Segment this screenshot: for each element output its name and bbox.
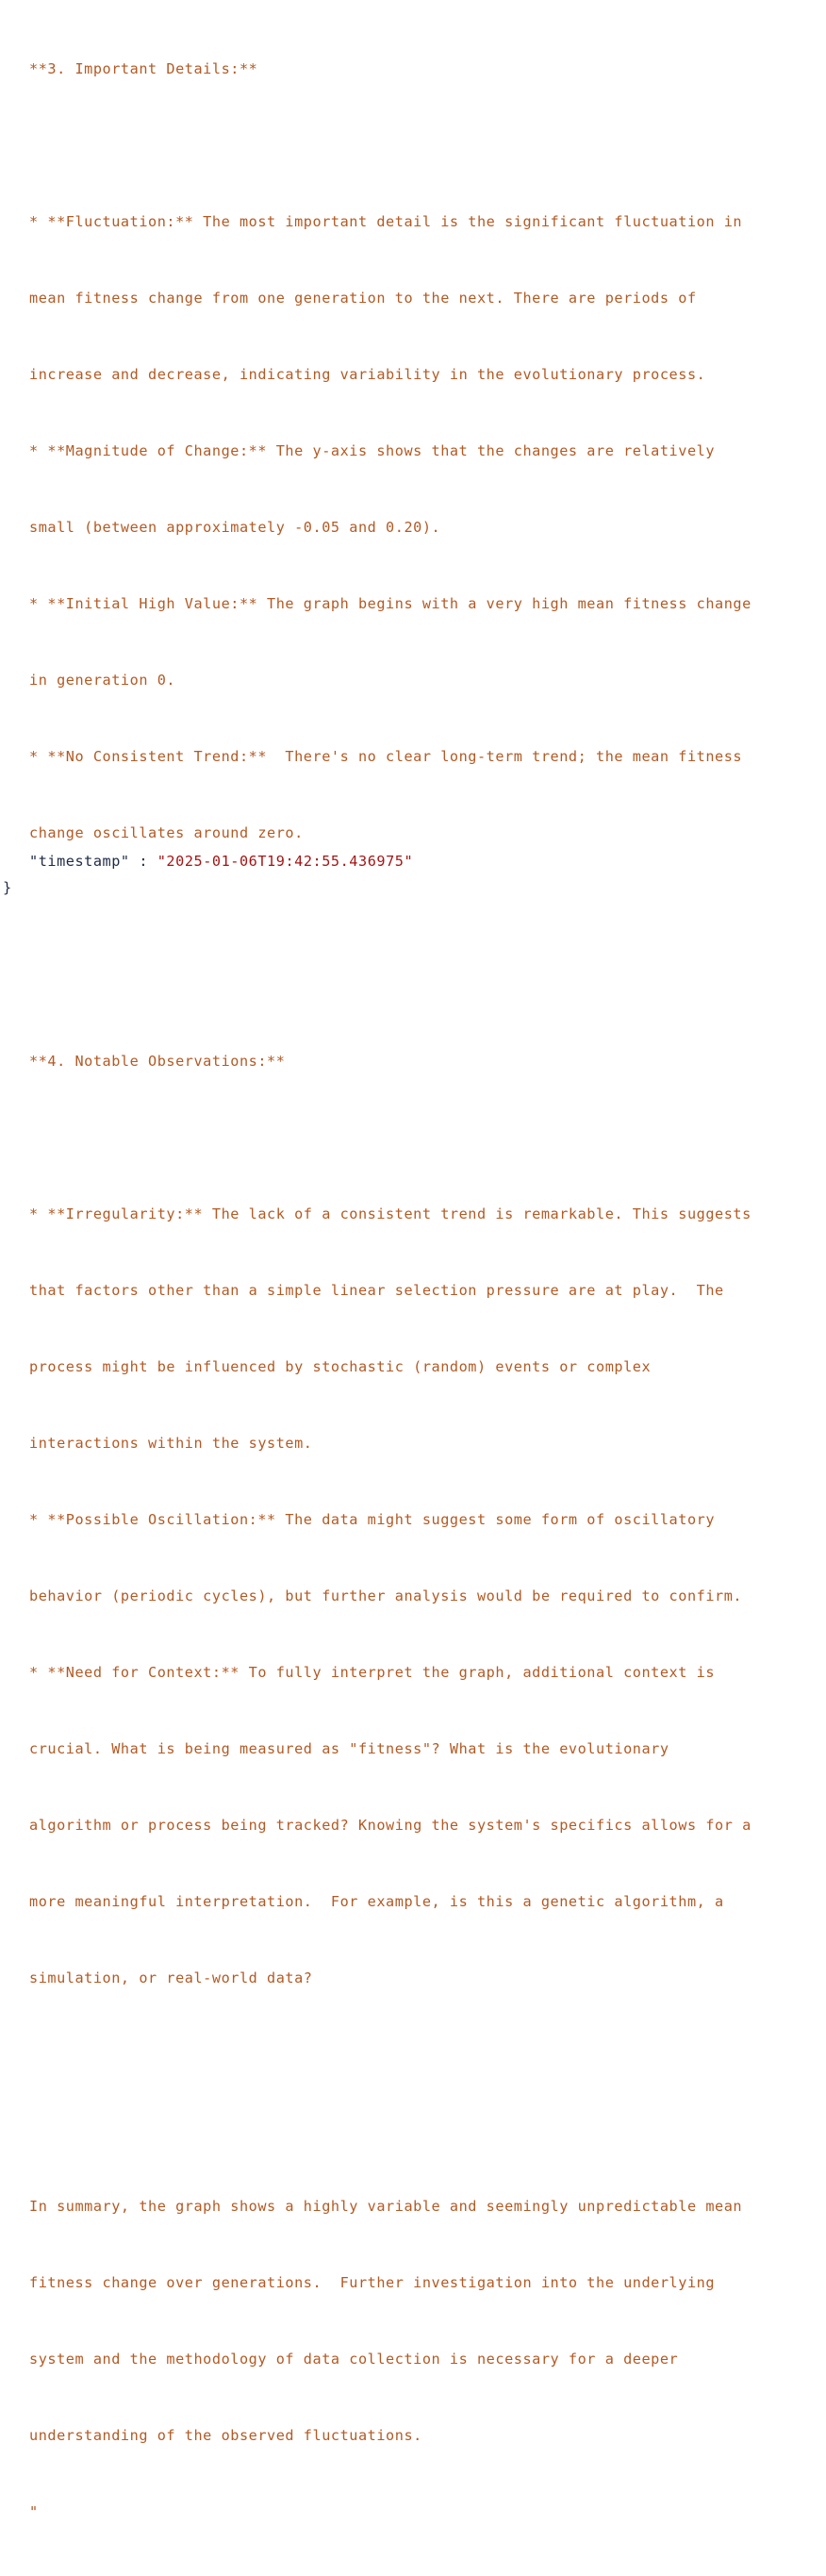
timestamp-value: "2025-01-06T19:42:55.436975" — [157, 853, 414, 870]
section4-line: more meaningful interpretation. For example, is this a genetic algorithm, a — [29, 1893, 724, 1910]
section4-line: * **Need for Context:** To fully interpret the graph, additional context is — [29, 1664, 716, 1681]
section3-line: * **Initial High Value:** The graph begins with a very high mean fitness change — [29, 595, 752, 612]
section3-line: mean fitness change from one generation to the next. There are periods of — [29, 290, 697, 307]
closing-brace: } — [3, 879, 12, 896]
section4-line: interactions within the system. — [29, 1435, 313, 1452]
summary-line: understanding of the observed fluctuations. — [29, 2427, 422, 2444]
section3-line: * **Magnitude of Change:** The y-axis shows that the changes are relatively — [29, 442, 716, 459]
section3-heading: **3. Important Details:** — [29, 60, 258, 77]
closing-quote: " — [29, 2503, 39, 2520]
section4-line: process might be influenced by stochastic (random) events or complex — [29, 1358, 652, 1375]
timestamp-key: "timestamp" — [29, 853, 130, 870]
blank-line — [29, 133, 817, 158]
section3-line: increase and decrease, indicating variability in the evolutionary process. — [29, 366, 706, 383]
blank-line — [29, 1125, 817, 1151]
blank-line — [29, 2119, 817, 2143]
section3-line: * **No Consistent Trend:** There's no clear long-term trend; the mean fitness — [29, 748, 743, 765]
section4-heading: **4. Notable Observations:** — [29, 1053, 286, 1070]
section4-line: algorithm or process being tracked? Knowing the system's specifics allows for a — [29, 1817, 752, 1834]
section4-line: * **Irregularity:** The lack of a consistent trend is remarkable. This suggests — [29, 1205, 752, 1222]
blank-line — [29, 897, 817, 922]
timestamp-separator: : — [129, 853, 157, 870]
timestamp-row — [29, 849, 413, 874]
section4-line: that factors other than a simple linear selection pressure are at play. The — [29, 1282, 724, 1299]
section4-line: behavior (periodic cycles), but further analysis would be required to confirm. — [29, 1587, 743, 1604]
section4-line: simulation, or real-world data? — [29, 1969, 313, 1986]
section3-line: change oscillates around zero. — [29, 824, 304, 841]
analysis-text-block — [29, 6, 817, 2576]
section4-line: * **Possible Oscillation:** The data might suggest some form of oscillatory — [29, 1511, 716, 1528]
section3-line: small (between approximately -0.05 and 0.20). — [29, 519, 441, 536]
summary-line: system and the methodology of data collection is necessary for a deeper — [29, 2351, 679, 2368]
blank-line — [29, 2042, 817, 2068]
section4-line: crucial. What is being measured as "fitness"? What is the evolutionary — [29, 1740, 669, 1757]
section3-line: * **Fluctuation:** The most important detail is the significant fluctuation in — [29, 213, 743, 230]
section3-line: in generation 0. — [29, 672, 176, 689]
blank-line — [29, 973, 817, 998]
summary-line: fitness change over generations. Further investigation into the underlying — [29, 2274, 716, 2291]
summary-line: In summary, the graph shows a highly variable and seemingly unpredictable mean — [29, 2198, 743, 2215]
